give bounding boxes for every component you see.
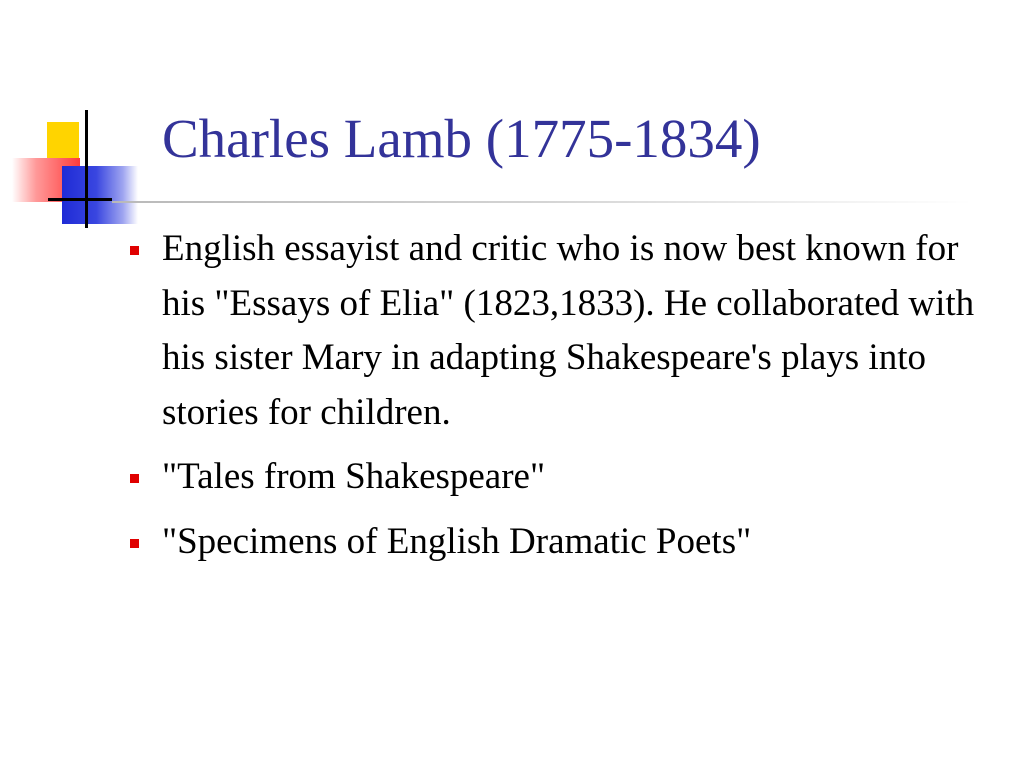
logo-blue-square bbox=[62, 166, 138, 224]
square-bullet-icon bbox=[130, 246, 139, 255]
bullet-text: "Tales from Shakespeare" bbox=[162, 456, 546, 497]
bullet-text: English essayist and critic who is now best known for his "Essays of Elia" (1823,1833). He collaborated with his sister Mary in adapting Shakespeare's plays into stories for children. bbox=[162, 228, 975, 433]
logo-horizontal-line bbox=[48, 198, 112, 201]
square-bullet-icon bbox=[130, 539, 139, 548]
bullet-item bbox=[130, 450, 980, 505]
title-divider bbox=[112, 201, 972, 203]
bullet-text: "Specimens of English Dramatic Poets" bbox=[162, 520, 752, 562]
bullet-item bbox=[130, 222, 980, 440]
slide-title: Charles Lamb (1775-1834) bbox=[162, 108, 761, 169]
square-bullet-icon bbox=[130, 474, 139, 483]
bullet-list bbox=[130, 222, 980, 579]
bullet-item bbox=[130, 515, 980, 570]
logo-vertical-line bbox=[85, 110, 88, 228]
slide-logo-icon bbox=[0, 0, 140, 240]
